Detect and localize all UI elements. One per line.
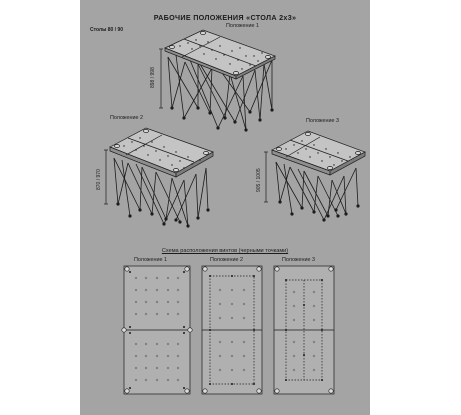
position-2-height: 870 / 970 bbox=[96, 169, 102, 190]
position-1-label: Положение 1 bbox=[226, 23, 259, 29]
scheme-position-3 bbox=[274, 266, 334, 394]
scheme-label-1: Положение 1 bbox=[134, 257, 167, 263]
instruction-sheet bbox=[80, 0, 370, 415]
tables-drawing bbox=[80, 0, 370, 415]
position-1-height: 898 / 998 bbox=[150, 67, 156, 88]
scheme-position-2 bbox=[202, 266, 262, 394]
table-position-3 bbox=[264, 131, 365, 222]
table-position-2 bbox=[104, 128, 213, 228]
table-position-1 bbox=[159, 30, 275, 132]
scheme-caption: Схема расположения винтов (черными точками) bbox=[161, 248, 289, 254]
sheet-title: РАБОЧИЕ ПОЛОЖЕНИЯ «СТОЛА 2х3» bbox=[153, 13, 297, 22]
position-3-label: Положение 3 bbox=[306, 118, 339, 124]
position-3-height: 905 / 1005 bbox=[256, 168, 262, 192]
scheme-position-1 bbox=[122, 266, 192, 394]
scheme-label-2: Положение 2 bbox=[210, 257, 243, 263]
scheme-label-3: Положение 3 bbox=[282, 257, 315, 263]
tables-subtitle: Столы 80 / 90 bbox=[90, 27, 124, 33]
position-2-label: Положение 2 bbox=[110, 115, 143, 121]
